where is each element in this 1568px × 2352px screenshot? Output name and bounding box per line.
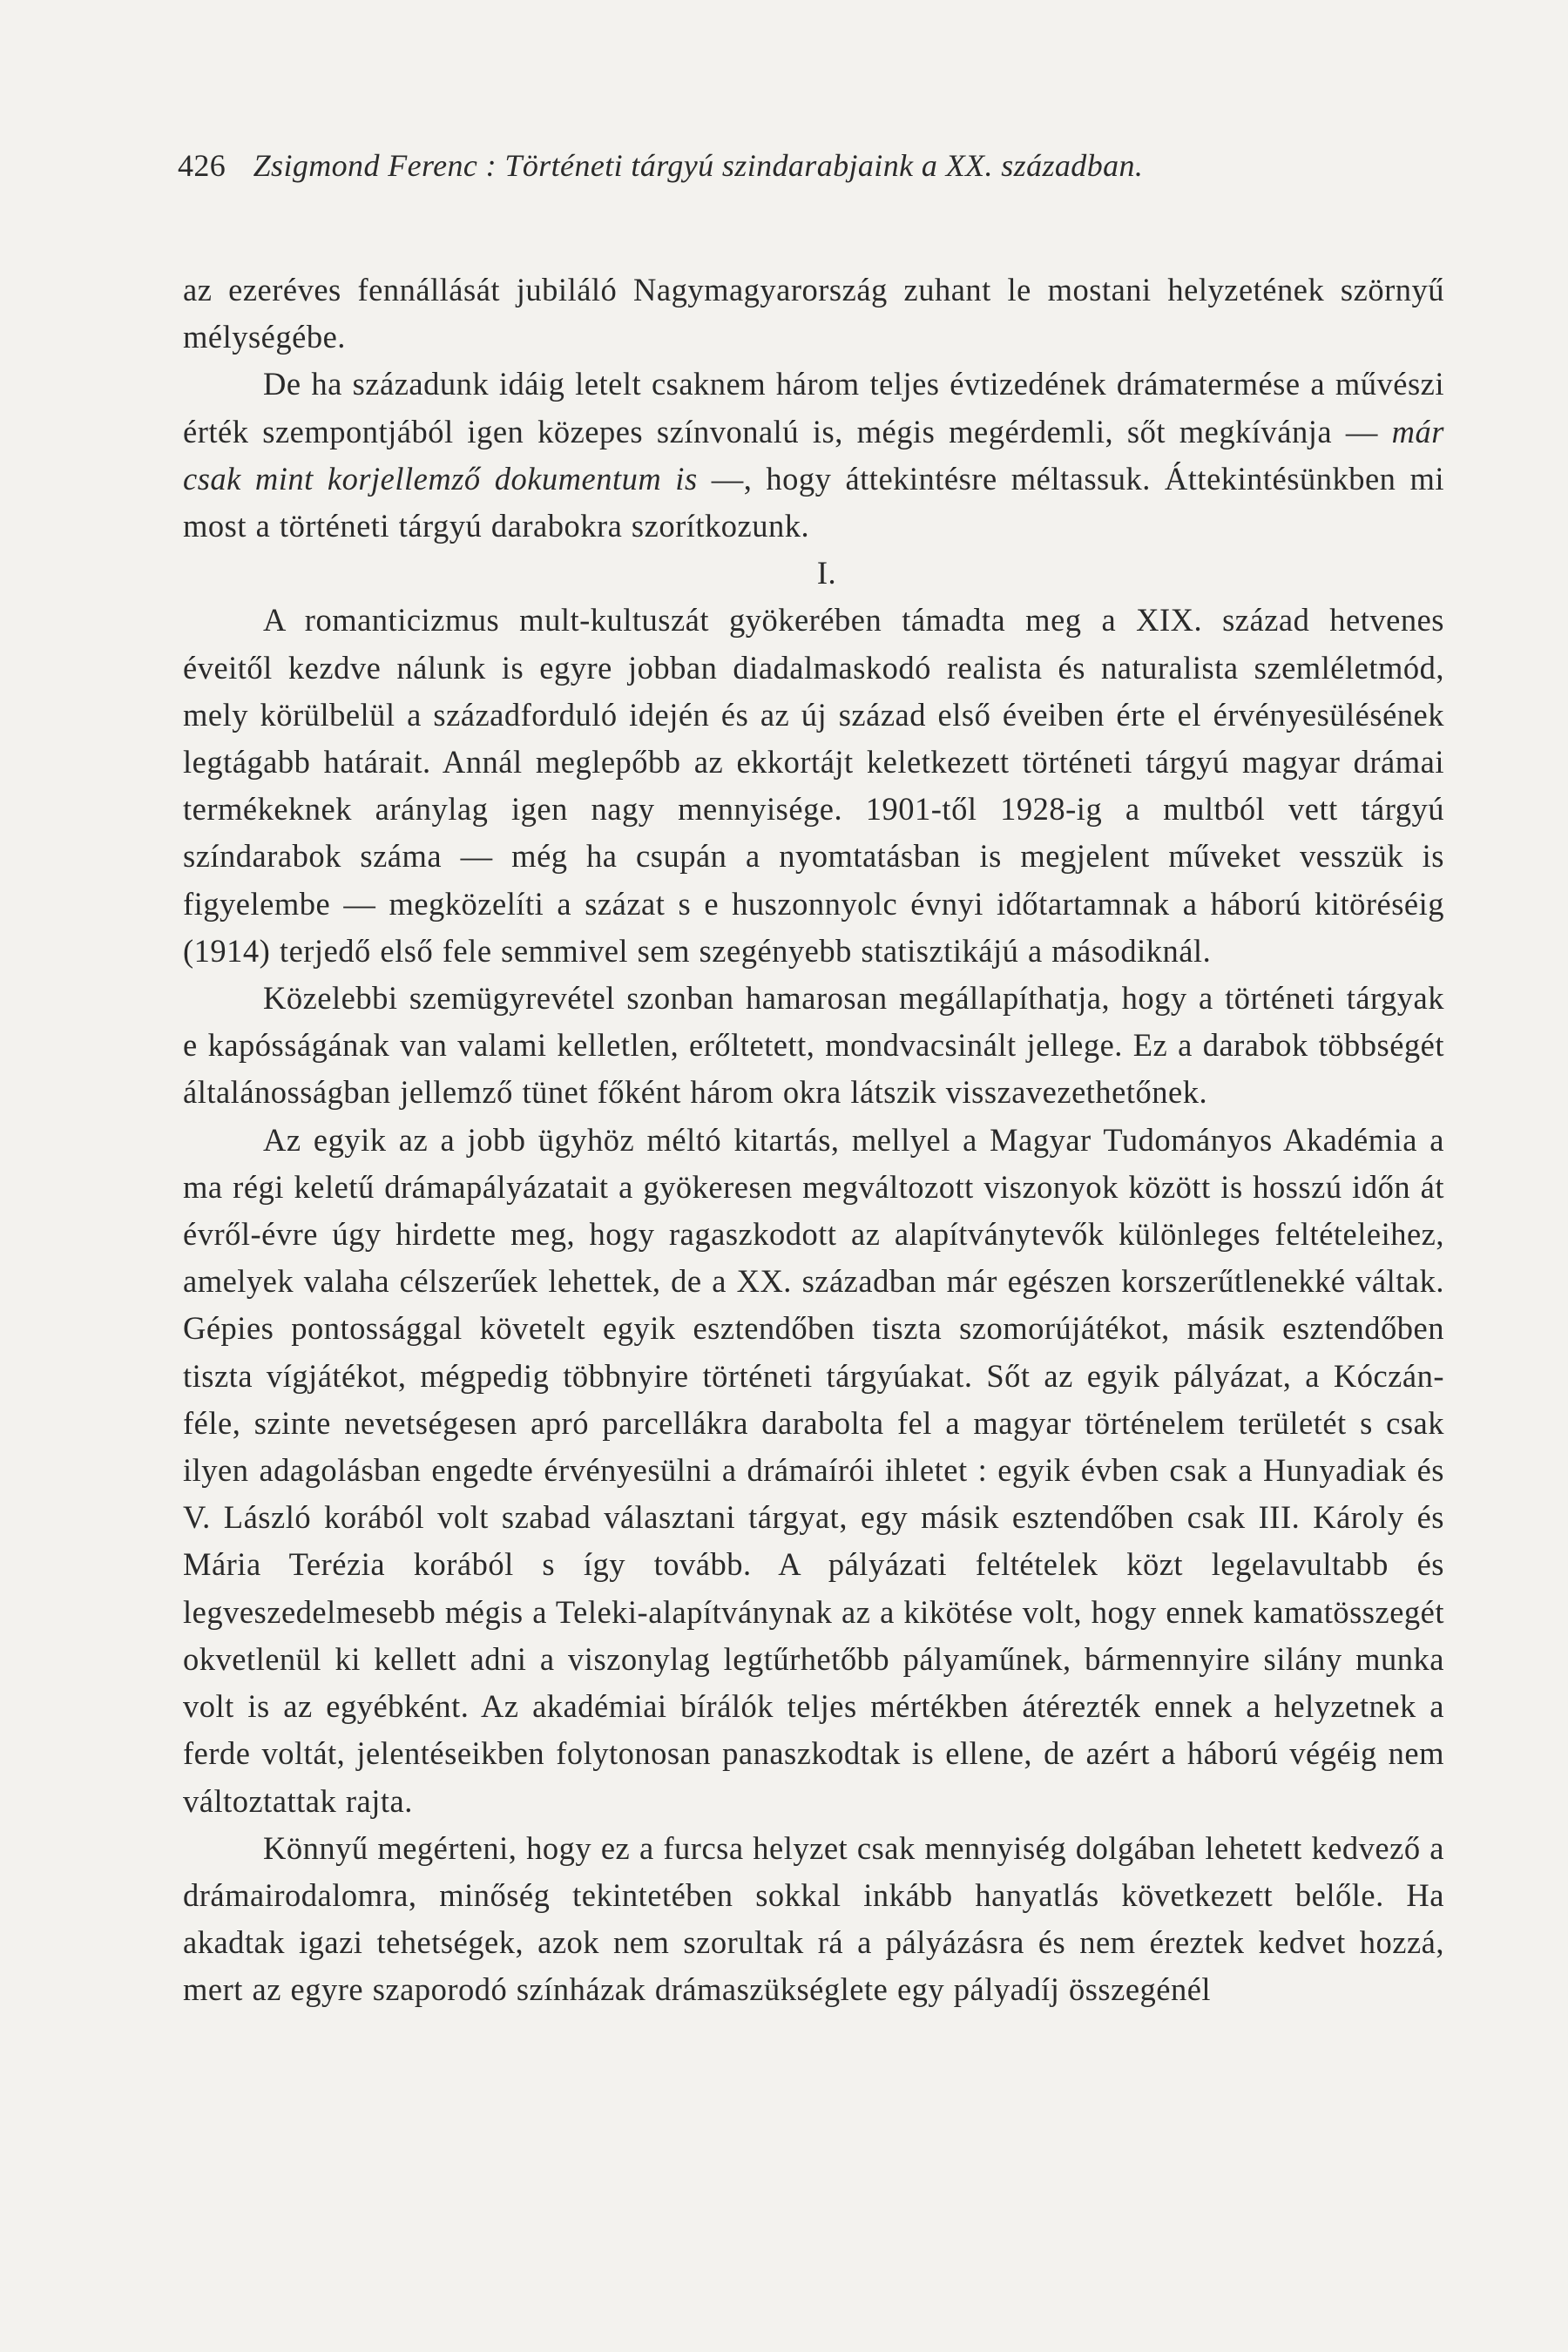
paragraph-intro-emphasis: már csak mint korjellemző dokumentum is <box>183 413 1444 497</box>
paragraph-easy-to-understand: Könnyű megérteni, hogy ez a furcsa helyzet csak mennyiség dolgában lehetett kedvező a drámairodalomra, minőség tekintetében sokkal inkább hanyatlás következett belőle. Ha akadtak igazi tehetségek, azok nem szorultak rá a pályázásra és nem éreztek kedvet hozzá, mert az egyre szaporodó színházak drámaszükséglete egy pályadíj összegénél <box>183 1829 1444 2008</box>
running-title: Zsigmond Ferenc : Történeti tárgyú szindarabjaink a XX. században. <box>253 148 1144 183</box>
section-number: I. <box>816 555 837 591</box>
paragraph-academy: Az egyik az a jobb ügyhöz méltó kitartás, mellyel a Magyar Tudományos Akadémia a ma régi keletű drámapályázatait a gyökeresen megváltozott viszonyok között is hosszú időn át évről-évre úgy hirdette meg, hogy ragaszkodott az alapítványtevők különleges feltételeihez, amelyek valaha célszerűek lehettek, de a XX. században már egészen korszerűtlenekké váltak. Gépies pontossággal követelt egyik esztendőben tiszta szomorújátékot, másik esztendőben tiszta vígjátékot, mégpedig többnyire történeti tárgyúakat. Sőt az egyik pályázat, a Kóczán-féle, szinte nevetségesen apró parcellákra darabolta fel a magyar történelem területét s csak ilyen adagolásban engedte érvényesülni a drámaírói ihletet : egyik évben csak a Hunyadiak és V. László korából volt szabad választani tárgyat, egy másik esztendőben csak III. Károly és Mária Terézia korából s így tovább. A pályázati feltételek közt legelavultabb és legveszedelmesebb mégis a Teleki-alapítványnak az a kikötése volt, hogy ennek kamatösszegét okvetlenül ki kellett adni a viszonylag legtűrhetőbb pályaműnek, bármennyire silány munka volt is az egyébként. Az akadémiai bírálók teljes mértékben átérezték ennek a helyzetnek a ferde voltát, jelentéseikben folytonosan panaszkodtak is ellene, de azért a háború végéig nem változtattak rajta. <box>183 1121 1444 1819</box>
page-number: 426 <box>178 148 226 183</box>
paragraph-intro-part-b: —, hogy áttekintésre méltassuk. Áttekintésünkben mi most a történeti tárgyú darabokra szorítkozunk. <box>183 460 1444 544</box>
paragraph-continued: az ezeréves fennállását jubiláló Nagymagyarország zuhant le mostani helyzetének szörnyű mélységébe. <box>183 272 1444 355</box>
running-header <box>178 146 1450 185</box>
paragraph-intro-part-a: De ha századunk idáig letelt csaknem három teljes évtizedének drámatermése a művészi érték szempontjából igen közepes színvonalú is, mégis megérdemli, sőt megkívánja — <box>183 366 1444 449</box>
paragraph-closer-look: Közelebbi szemügyrevétel szonban hamarosan megállapíthatja, hogy a történeti tárgyak e kapósságának van valami kelletlen, erőltetett, mondvacsinált jellege. Ez a darabok többségét általánosságban jellemző tünet főként három okra látszik visszavezethetőnek. <box>183 980 1444 1111</box>
paragraph-romanticism: A romanticizmus mult-kultuszát gyökerében támadta meg a XIX. század hetvenes éveitől kezdve nálunk is egyre jobban diadalmaskodó realista és naturalista szemléletmód, mely körülbelül a századforduló idején és az új század első éveiben érte el érvényesülésének legtágabb határait. Annál meglepőbb az ekkortájt keletkezett történeti tárgyú magyar drámai termékeknek aránylag igen nagy mennyisége. 1901-től 1928-ig a multból vett tárgyú színdarabok száma — még ha csupán a nyomtatásban is megjelent műveket vesszük is figyelembe — megközelíti a százat s e huszonnyolc évnyi időtartamnak a háború kitöréséig (1914) terjedő első fele semmivel sem szegényebb statisztikájú a másodiknál. <box>183 602 1444 969</box>
paragraph-intro <box>183 361 1444 550</box>
body-text <box>183 267 1444 2014</box>
